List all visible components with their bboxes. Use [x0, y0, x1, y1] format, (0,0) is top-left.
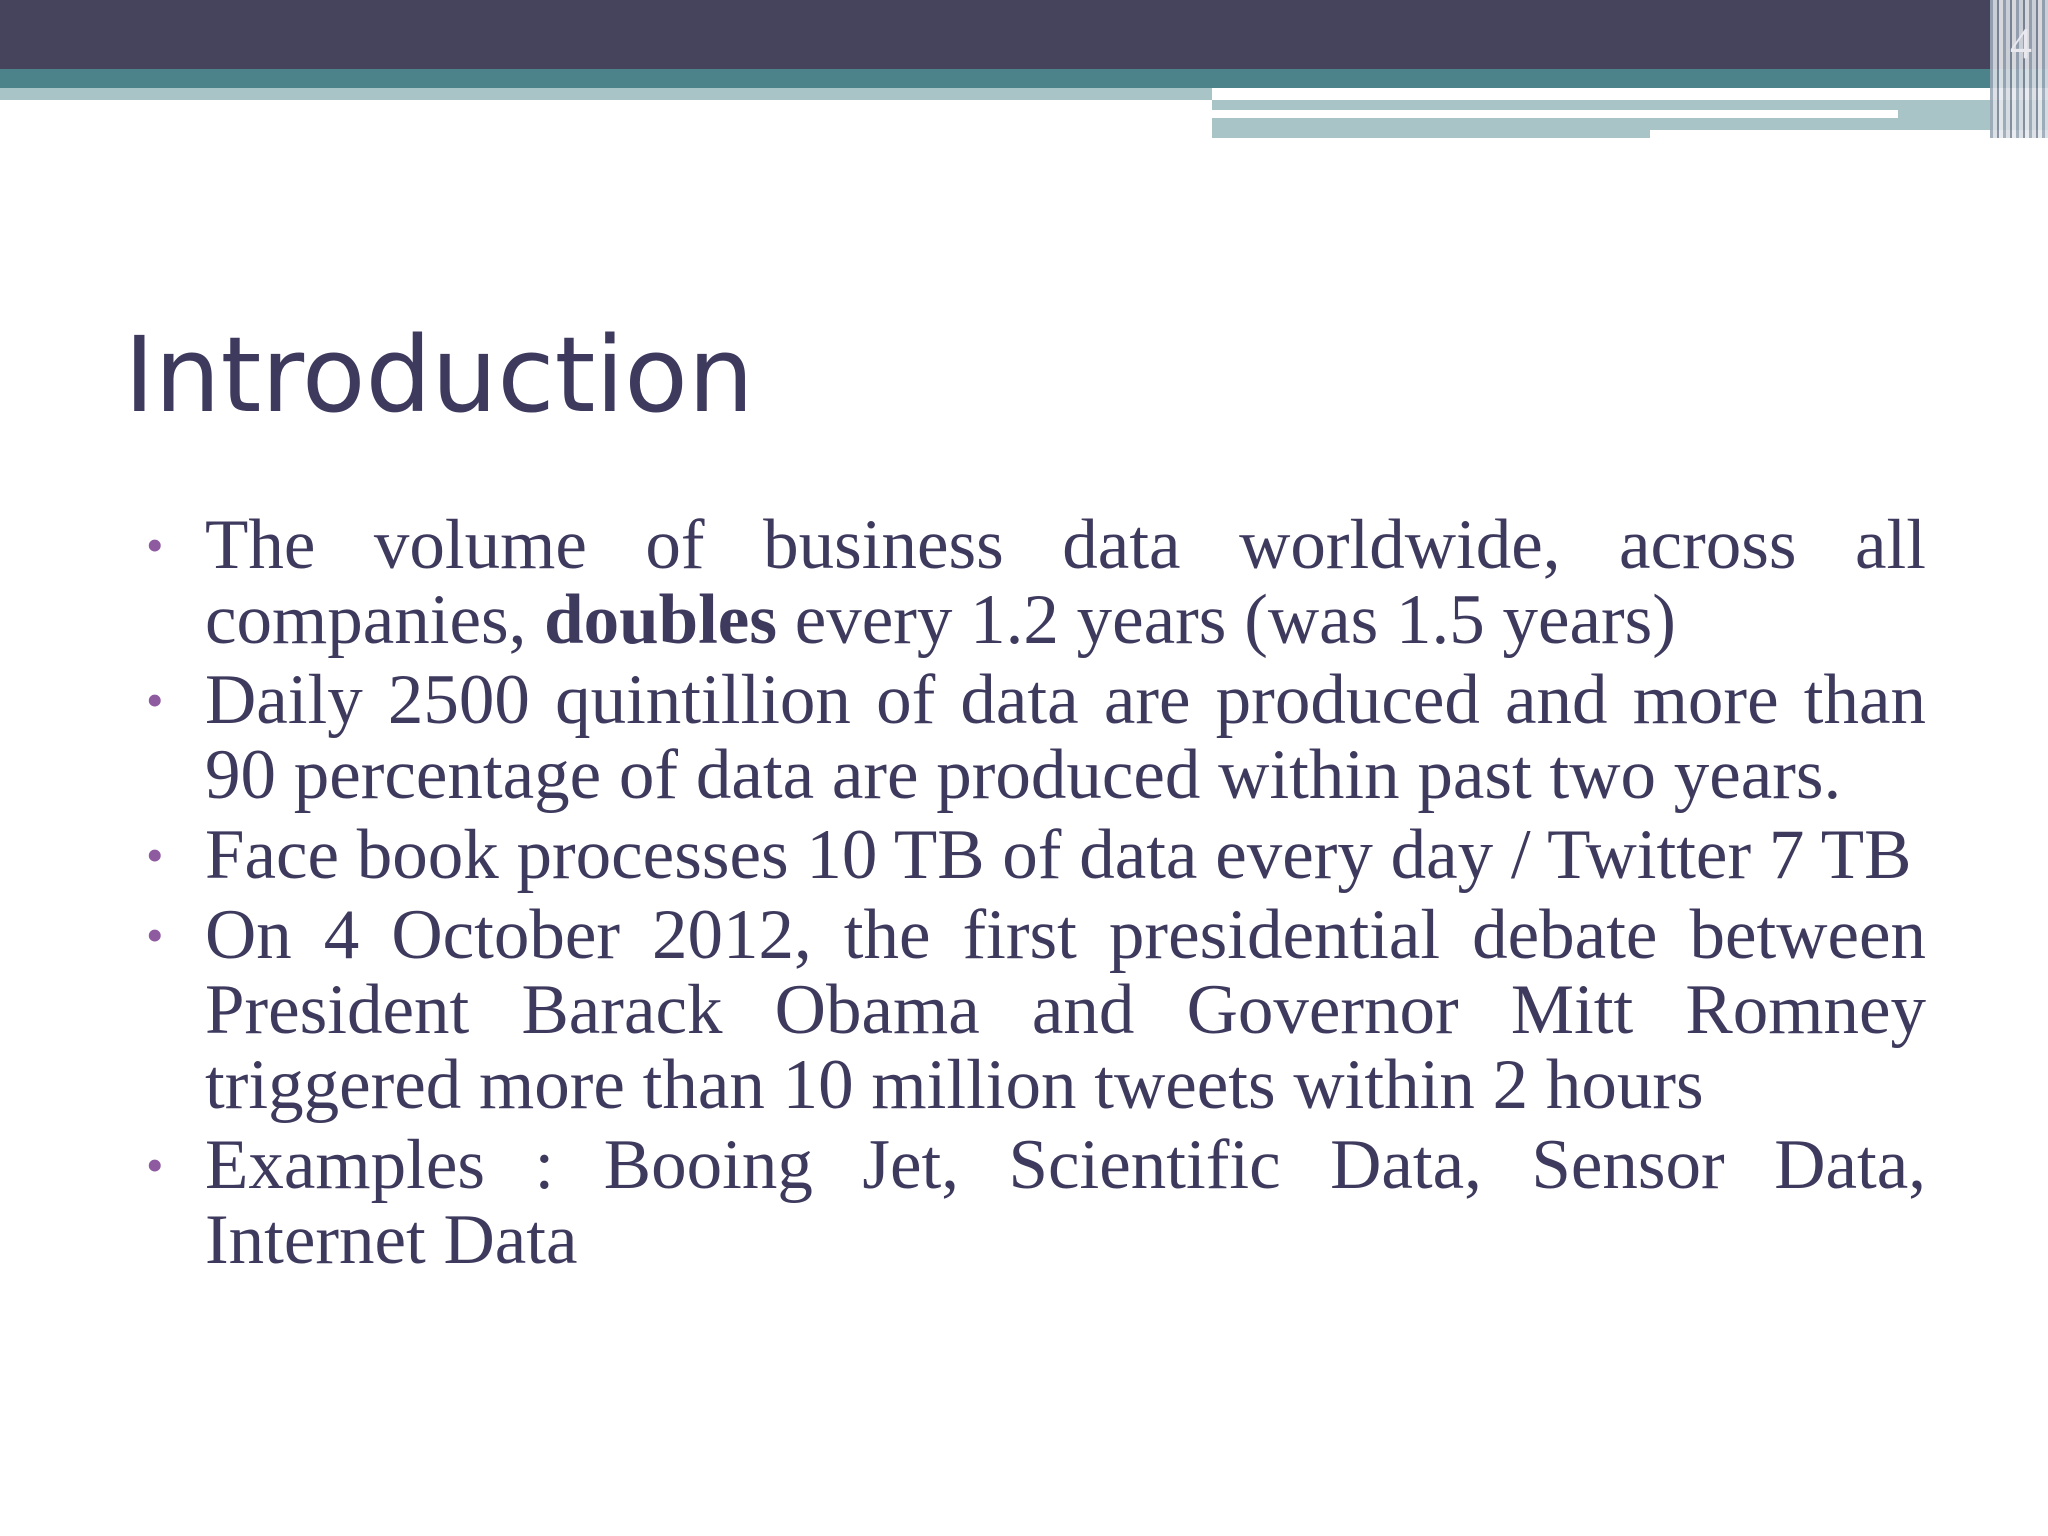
- bullet-dot: •: [146, 907, 164, 963]
- slide-title: Introduction: [124, 314, 754, 436]
- bullet-item-2: [146, 663, 1926, 813]
- bullet-list: [146, 508, 1926, 1283]
- bullet-item-4: [146, 898, 1926, 1123]
- bullet-emphasis: doubles: [544, 581, 777, 659]
- header-accent-line-lower: [1650, 130, 2048, 138]
- bullet-text: On 4 October 2012, the first presidential debate between President Barack Obama and Governor Mitt Romney triggered more than 10 million tweets within 2 hours: [205, 896, 1926, 1124]
- bullet-text: every 1.2 years (was 1.5 years): [776, 581, 1676, 659]
- bullet-dot: •: [146, 827, 164, 883]
- bullet-text: Daily 2500 quintillion of data are produced and more than 90 percentage of data are produced within past two years.: [205, 661, 1926, 814]
- bullet-item-3: [146, 818, 1926, 893]
- header-accent-line: [1212, 110, 1898, 118]
- bullet-text: Face book processes 10 TB of data every day / Twitter 7 TB: [205, 816, 1912, 894]
- bullet-item-1: [146, 508, 1926, 658]
- bullet-dot: •: [146, 517, 164, 573]
- header-teal-band: [0, 69, 2048, 88]
- header-dark-band: [0, 0, 2048, 69]
- bullet-dot: •: [146, 1137, 164, 1193]
- header-light-band-left: [0, 88, 1212, 100]
- bullet-text: The volume of business data worldwide, across all companies,: [205, 506, 1926, 659]
- bullet-item-5: [146, 1128, 1926, 1278]
- bullet-text: Examples : Booing Jet, Scientific Data, Sensor Data, Internet Data: [205, 1126, 1926, 1279]
- bullet-dot: •: [146, 672, 164, 728]
- page-number: 4: [2010, 19, 2032, 68]
